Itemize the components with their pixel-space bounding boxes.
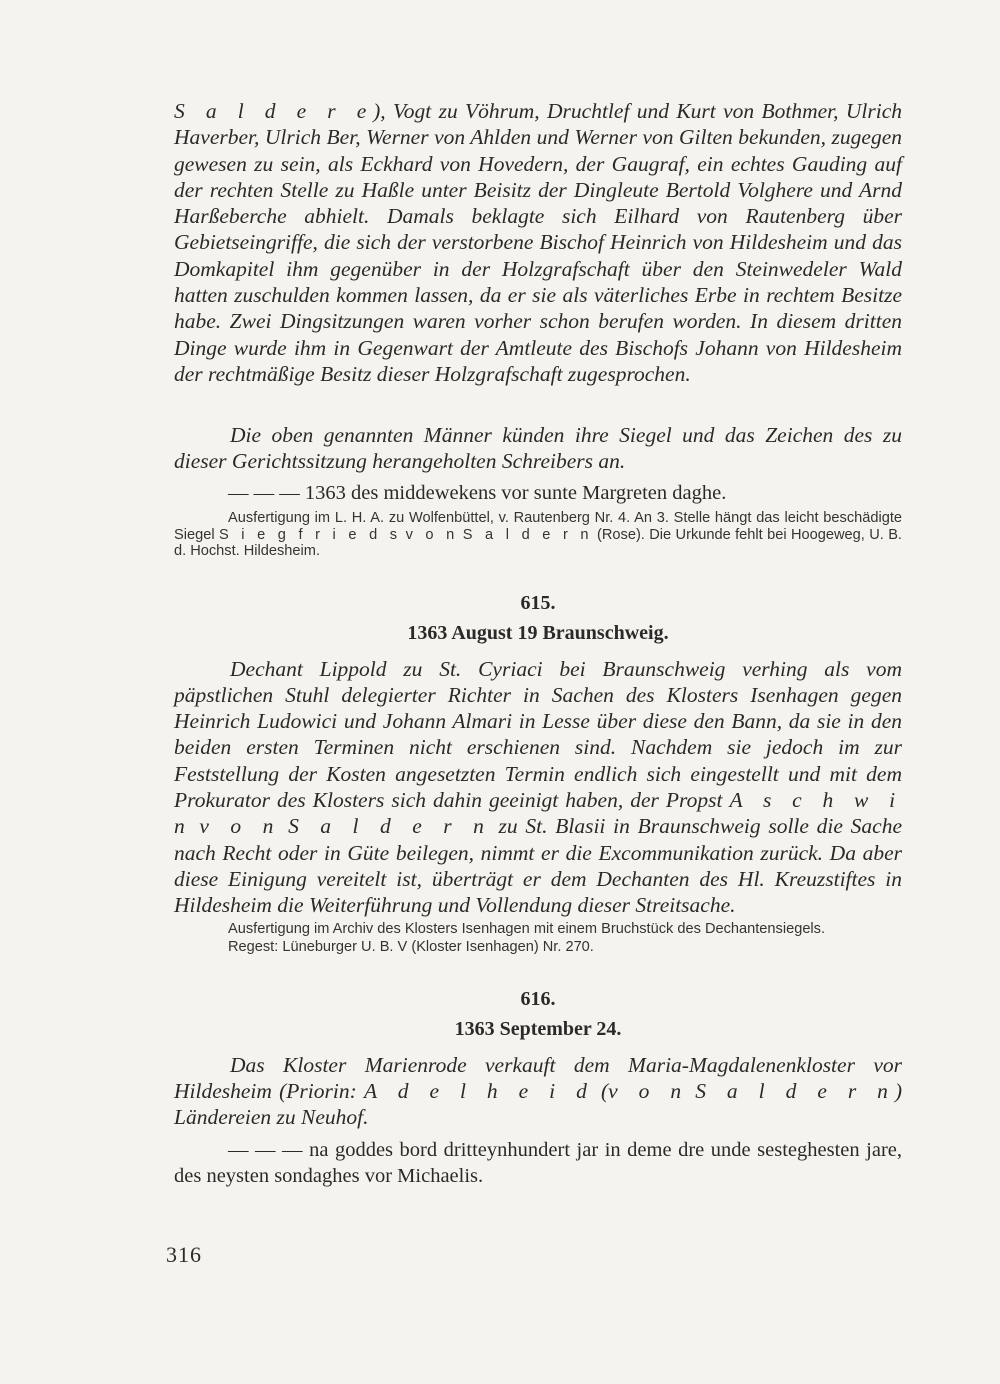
note-ausfertigung-isenhagen: Ausfertigung im Archiv des Klosters Isenhagen mit einem Bruchstück des Dechantensiegels.: [228, 920, 826, 937]
name-spaced: A s c h w i n: [174, 788, 902, 839]
document-number-616: 616.: [520, 987, 556, 1010]
document-date-615: 1363 August 19 Braunschweig.: [407, 621, 669, 644]
text-run: Ausfertigung im L. H. A. zu Wolfenbüttel, v. Rautenberg Nr. 4. An 3. Stelle hängt das leicht beschädigte Siegel: [174, 510, 902, 543]
name-spaced: S a l d e r n: [695, 1078, 895, 1103]
name-spaced: A d e l h e i d: [364, 1078, 594, 1103]
note-regest: Regest: Lüneburger U. B. V (Kloster Isenhagen) Nr. 270.: [228, 939, 594, 956]
text-run: Dechant Lippold zu St. Cyriaci bei Braunschweig verhing als vom päpstlichen Stuhl delegierter Richter in Sachen des Klosters Isenhagen gegen Heinrich Ludowici und Johann Almari in Lesse über diese den Bann, da sie in den beiden ersten Terminen nicht erschienen sind. Nachdem sie jedoch im zur Feststellung der Kosten angesetzten Termin endlich sich eingestellt und mit dem Prokurator des Klosters sich dahin geeinigt haben, der Propst: [174, 656, 902, 813]
text-run: (: [593, 1078, 609, 1103]
name-spaced: v o n: [199, 814, 281, 839]
name-spaced: S a l d e r n: [288, 814, 491, 839]
text-run: Das Kloster Marienrode verkauft dem Maria-Magdalenenkloster vor Hildesheim (Priorin:: [174, 1052, 902, 1103]
paragraph-seals: Die oben genannten Männer künden ihre Siegel und das Zeichen des zu dieser Gerichtssitzung herangeholten Schreibers an.: [174, 423, 902, 474]
page-number: 316: [166, 1242, 202, 1267]
note-ausfertigung-rautenberg: [174, 510, 902, 560]
text-run: ), Vogt zu Vöhrum, Druchtlef und Kurt von Bothmer, Ulrich Haverber, Ulrich Ber, Werner von Ahlden und Werner von Gilten bekunden, zugegen gewesen zu sein, als Eckhard von Hovedern, der Gaugraf, ein echtes Gauding auf der rechten Stelle zu Haßle unter Beisitz der Dingleute Bertold Volghere und Arnd Harßeberche abhielt. Damals beklagte sich Eilhard von Rautenberg über Gebietseingriffe, die sich der verstorbene Bischof Heinrich von Hildesheim und das Domkapitel ihm gegenüber in der Holzgrafschaft über den Steinwedeler Wald hatten zuschulden kommen lassen, da er sie als väterliches Erbe in rechtem Besitze habe. Zwei Dingsitzungen waren vorher schon berufen worden. In diesem dritten Dinge wurde ihm in Gegenwart der Amtleute des Bischofs Johann von Hildesheim der rechtmäßige Besitz dieser Holzgrafschaft zugesprochen.: [174, 99, 902, 386]
quote-date-1363-margreten: — — — 1363 des middewekens vor sunte Margreten daghe.: [228, 481, 727, 504]
text-run: (Rose). Die Urkunde fehlt bei Hoogeweg, U. B. d. Hochst. Hildesheim.: [174, 526, 902, 560]
text-run: ) Ländereien zu Neuhof.: [174, 1078, 902, 1130]
quote-date-1363-michaelis: — — — na goddes bord dritteynhundert jar in deme dre unde sesteghesten jare, des neysten sondaghes vor Michaelis.: [174, 1139, 902, 1187]
name-spaced: S a l d e r n: [462, 526, 593, 543]
name-spaced: v o n: [608, 1078, 688, 1103]
name-spaced: S i e g f r i e d s: [218, 526, 402, 543]
page-content: [174, 98, 902, 1189]
document-number-615: 615.: [520, 591, 556, 614]
name-spaced: v o n: [405, 526, 459, 543]
paragraph-witnesses: [174, 98, 902, 413]
paragraph-marienrode: [174, 1052, 902, 1131]
document-date-616: 1363 September 24.: [454, 1017, 622, 1040]
text-run: [280, 814, 288, 838]
paragraph-dechant-lippold: [174, 656, 902, 919]
text-run: zu St. Blasii in Braunschweig solle die Sache nach Recht oder in Güte beilegen, nimmt er die Excommunikation zurück. Da aber diese Einigung vereitelt ist, überträgt er dem Dechanten des Hl. Kreuzstiftes in Hildesheim die Weiterführung und Vollendung dieser Streitsache.: [174, 814, 903, 918]
name-spaced: S a l d e r e: [174, 99, 374, 123]
